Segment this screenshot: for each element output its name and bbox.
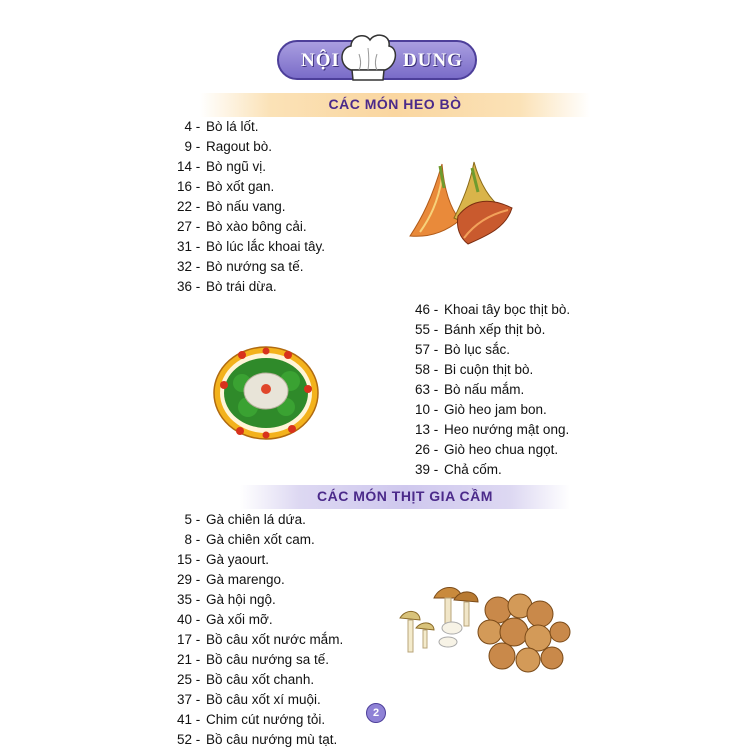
toc-item: 27 - Bò xào bông cải. bbox=[176, 219, 307, 234]
toc-item: 32 - Bò nướng sa tế. bbox=[176, 259, 304, 274]
toc-item: 58 - Bi cuộn thịt bò. bbox=[414, 362, 534, 377]
toc-item: 29 - Gà marengo. bbox=[176, 572, 285, 587]
toc-item: 16 - Bò xốt gan. bbox=[176, 179, 275, 194]
toc-item: 21 - Bồ câu nướng sa tế. bbox=[176, 652, 329, 667]
toc-item: 9 - Ragout bò. bbox=[184, 139, 273, 154]
toc-item: 14 - Bò ngũ vị. bbox=[176, 159, 267, 174]
chef-hat-icon bbox=[337, 30, 399, 82]
section-heading-gia-cam bbox=[240, 485, 570, 509]
toc-item: 41 - Chim cút nướng tỏi. bbox=[176, 712, 326, 727]
toc-item: 8 - Gà chiên xốt cam. bbox=[184, 532, 315, 547]
section-title: CÁC MÓN THỊT GIA CẦM bbox=[317, 488, 493, 504]
toc-item: 55 - Bánh xếp thịt bò. bbox=[414, 322, 546, 337]
toc-item: 13 - Heo nướng mật ong. bbox=[414, 422, 570, 437]
toc-item: 5 - Gà chiên lá dứa. bbox=[184, 512, 306, 527]
toc-item: 22 - Bò nấu vang. bbox=[176, 199, 286, 214]
toc-list-heo-bo-left bbox=[168, 117, 325, 297]
toc-item: 36 - Bò trái dừa. bbox=[176, 279, 277, 294]
toc-list-gia-cam bbox=[168, 510, 343, 750]
toc-item: 57 - Bò lục sắc. bbox=[414, 342, 511, 357]
toc-item: 17 - Bồ câu xốt nước mắm. bbox=[176, 632, 344, 647]
page-number: 2 bbox=[366, 703, 386, 723]
title-right: DUNG bbox=[403, 50, 463, 71]
salad-plate-illustration bbox=[212, 345, 320, 441]
toc-item: 39 - Chả cốm. bbox=[414, 462, 502, 477]
mushrooms-illustration bbox=[394, 578, 574, 682]
toc-item: 40 - Gà xối mỡ. bbox=[176, 612, 273, 627]
toc-item: 52 - Bồ câu nướng mù tạt. bbox=[176, 732, 338, 747]
toc-item: 25 - Bồ câu xốt chanh. bbox=[176, 672, 315, 687]
toc-item: 46 - Khoai tây bọc thịt bò. bbox=[414, 302, 571, 317]
toc-item: 10 - Giò heo jam bon. bbox=[414, 402, 547, 417]
toc-item: 37 - Bồ câu xốt xí muội. bbox=[176, 692, 321, 707]
toc-item: 15 - Gà yaourt. bbox=[176, 552, 270, 567]
toc-list-heo-bo-right bbox=[398, 300, 570, 480]
toc-item: 35 - Gà hội ngộ. bbox=[176, 592, 276, 607]
section-heading-heo-bo bbox=[200, 93, 590, 117]
section-title: CÁC MÓN HEO BÒ bbox=[328, 96, 462, 112]
toc-item: 26 - Giò heo chua ngọt. bbox=[414, 442, 559, 457]
carved-vegetable-illustration bbox=[402, 158, 518, 252]
toc-item: 4 - Bò lá lốt. bbox=[184, 119, 259, 134]
toc-item: 63 - Bò nấu mắm. bbox=[414, 382, 525, 397]
toc-item: 31 - Bò lúc lắc khoai tây. bbox=[176, 239, 326, 254]
title-left: NỘI bbox=[301, 50, 340, 71]
